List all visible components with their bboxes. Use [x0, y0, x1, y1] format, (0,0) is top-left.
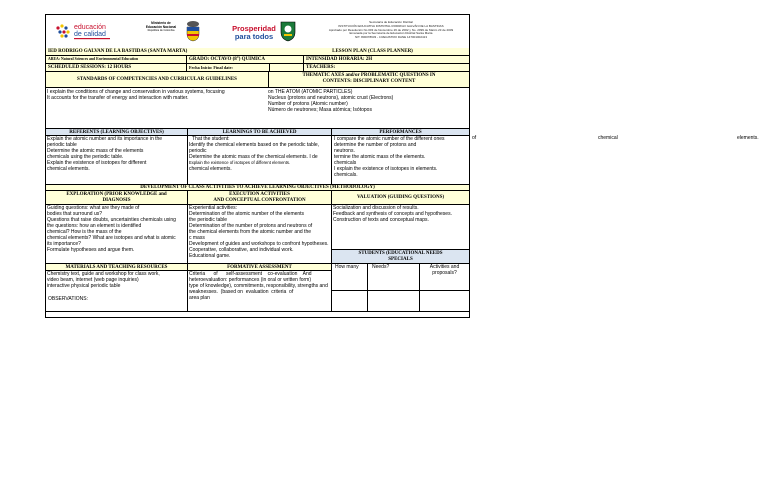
logo-line2: de calidad [74, 31, 106, 38]
info-row-1 [46, 48, 469, 56]
standards-header-row [46, 72, 469, 88]
info-row-2 [46, 56, 469, 64]
performances-content: I compare the atomic number of the different ones determine the number of protons and neutrons. termine the atomic mass of the elements. chemicals I explain the existence of isotopes in elements. chemicals. [331, 136, 469, 184]
overflow-word-3: elements. [737, 135, 759, 141]
intensity-label: INTENSIDAD HORARIA: 2H [303, 56, 469, 63]
lesson-plan-title: LESSON PLAN (CLASS PLANNER) [332, 49, 413, 54]
needs-header: STUDENTS (EDUCATIONAL NEEDS SPECIALS [331, 249, 469, 263]
needs-how-many: How many [331, 263, 367, 311]
development-subheader-row [46, 191, 469, 205]
valuation-header: VALUATION (GUIDING QUESTIONS) [331, 191, 469, 204]
school-name: IED RODRIGO GALVAN DE LA BASTIDAS (SANTA MARTA) [48, 49, 188, 54]
info-row-3 [46, 64, 469, 72]
learnings-content: That the student: Identify the chemical elements based on the periodic table, periodic Determine the atomic mass of the chemical elements. I de Explain the existence of isotopes of different elements. chemical elements. [187, 136, 331, 184]
assessment-header: FORMATIVE ASSESSMENT [187, 264, 331, 270]
thematic-content: on THE ATOM (ATOMIC PARTICLES) Nucleus (protons and neutrons), atomic crust (Electrons) Number of protons (Atomic number) Número de neutrones; Masa atómica; Isótopos [268, 89, 394, 113]
lesson-plan-page [45, 14, 470, 318]
valuation-content: Socialization and discussion of results. Feedback and synthesis of concepts and hypotheses. Construction of texts and conceptual maps. [331, 205, 469, 263]
svg-text:Prosperidad: Prosperidad [232, 24, 276, 33]
needs-activities: Activities and proposals? [419, 263, 469, 311]
resources-header-row [46, 264, 331, 271]
assessment-content: Criteria of self-assessment co-evaluation And heteroevaluation: performances (in oral or written form) type of knowledge), commitments, responsibility, strengths and weaknesses. (based on evaluation criteria of area plan [187, 271, 331, 311]
teachers-label: TEACHERS: [303, 64, 469, 71]
standards-content: I explain the conditions of change and conservation in various systems, focusing It accounts for the transfer of energy and interaction with matter. [47, 89, 225, 101]
logo-line1: educación [74, 24, 106, 31]
referents-header: REFERENTS (LEARNING OBJECTIVES) [46, 129, 187, 135]
execution-content: Experiential activities: Determination of the atomic number of the elements the periodic table Determination of the number of protons and neutrons of the chemical elements from the atomic number and the c mass Development of guides and workshops to confront hypotheses. Cooperative, collaborative, and individual work. Educational game. [187, 205, 331, 263]
objectives-header-row [46, 129, 469, 136]
grade-label: GRADO: OCTAVO (8°) QUIMICA [186, 56, 303, 63]
colombia-coat-of-arms-icon [184, 20, 202, 42]
materials-content: Chemistry text, guide and workshop for class work, video beam, internet (web page inquiries) interactive physical periodic table [47, 271, 160, 289]
school-seal-icon [280, 20, 296, 42]
prosperidad-para-todos-logo [229, 22, 279, 42]
ministerio-label: Ministerio de Educación Nacional República de Colombia [145, 21, 177, 32]
svg-text:para todos: para todos [234, 32, 274, 41]
execution-header: EXECUTION ACTIVITIES AND CONCEPTUAL CONFRONTATION [187, 191, 331, 204]
document-header [46, 15, 469, 49]
performances-header: PERFORMANCES [331, 129, 469, 135]
exploration-content: Guiding questions: what are they made of bodies that surround us? Questions that raise doubts, uncertainties chemicals using the questions: how an element is identified chemical? How is the mass of the chemical elements? What are isotopes and what is atomic its importance? Formulate hypotheses and argue them. [47, 205, 176, 253]
needs-needs: Needs? [367, 263, 419, 311]
dates-label: Fecha Inicio: Final date: [186, 64, 269, 71]
school-info: Secretaría de Educación Distrital INSTITUCIÓN EDUCATIVA DISTRITAL RODRIGO GALVÁN DE LA BASTIDAS Aprobado por Resolución No 003 de Noviembre 26 de 2002 y No. 2099 de Marzo 23 de 2009 Emanada por la Secretaría de Educación Distrital Santa Marta NIT. 800078933 - 4 REGISTRO DANE 147001002413 [328, 20, 454, 40]
referents-content: Explain the atomic number and its importance in the periodic table Determine the atomic mass of the elements chemicals using the periodic table. Explain the existence of isotopes for different chemical elements. [47, 136, 163, 172]
area-label: AREA: Natural Sciences and Environmental Education [48, 57, 139, 61]
educacion-de-calidad-logo [52, 19, 114, 43]
development-header: DEVELOPMENT OF CLASS ACTIVITIES TO ACHIEVE LEARNING OBJECTIVES (METHODOLOGY) [140, 185, 375, 190]
overflow-word-1: of [472, 135, 477, 141]
thematic-header: THEMATIC AXES and/or PROBLEMATIC QUESTIONS IN CONTENTS: DISCIPLINARY CONTENT [268, 72, 469, 87]
dates-blank [269, 64, 303, 71]
overflow-word-2: chemical [598, 135, 618, 141]
exploration-header: EXPLORATION (PRIOR KNOWLEDGE and DIAGNOSIS [46, 191, 187, 204]
materials-header: MATERIALS AND TEACHING RESOURCES [65, 265, 168, 270]
sessions-label: SCHEDULED SESSIONS: 12 HOURS [48, 65, 132, 70]
standards-header: STANDARDS OF COMPETENCIES AND CURRICULAR GUIDELINES [46, 72, 268, 87]
learnings-header: LEARNINGS TO BE ACHIEVED [187, 129, 331, 135]
observations-label: OBSERVATIONS: [48, 296, 89, 302]
